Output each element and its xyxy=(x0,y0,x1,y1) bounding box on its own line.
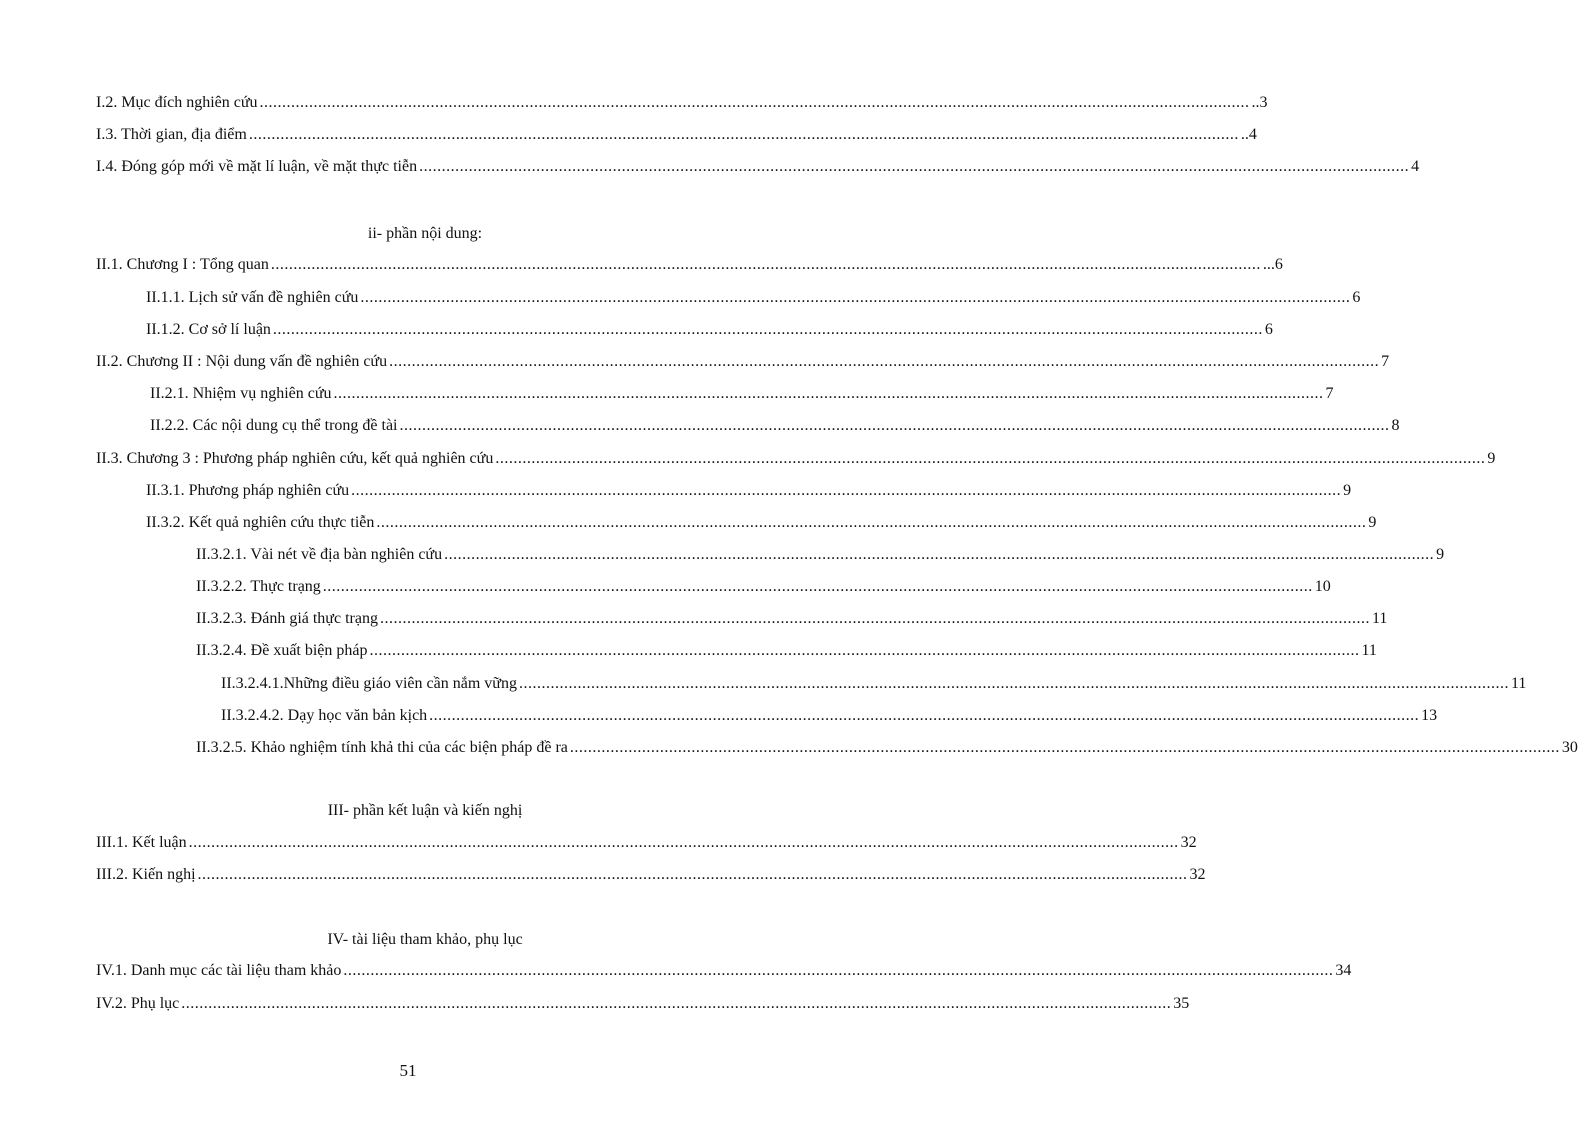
dot-leader: ............................................................................................................................................................................................................................ xyxy=(351,482,1342,499)
toc-entry-label: II.3.2.4.2. Dạy học văn bản kịch xyxy=(221,707,428,724)
toc-entry-page: 34 xyxy=(1335,962,1352,979)
toc-entry xyxy=(196,639,1377,663)
toc-entry xyxy=(146,479,1352,503)
dot-leader: ............................................................................................................................................................................................................................ xyxy=(369,642,1360,659)
toc-entry-label: II.2.2. Các nội dung cụ thể trong đề tài xyxy=(150,417,398,434)
section-heading: IV- tài liệu tham khảo, phụ lục xyxy=(327,931,523,948)
toc-entry-label: II.3.2.2. Thực trạng xyxy=(196,578,321,595)
toc-entry xyxy=(196,543,1445,567)
dot-leader: ............................................................................................................................................................................................................................ xyxy=(360,289,1351,306)
toc-entry xyxy=(96,350,1390,374)
toc-entry xyxy=(96,123,1257,147)
toc-entry xyxy=(196,575,1331,599)
toc-entry xyxy=(96,959,1352,983)
toc-entry-label: II.3.2. Kết quả nghiên cứu thực tiễn xyxy=(146,514,375,531)
dot-leader: ............................................................................................................................................................................................................................ xyxy=(181,995,1172,1012)
toc-entry xyxy=(221,672,1527,696)
toc-entry-page: 9 xyxy=(1368,514,1377,531)
toc-entry xyxy=(96,447,1496,471)
toc-entry-label: I.3. Thời gian, địa điểm xyxy=(96,126,247,143)
toc-entry-page: 7 xyxy=(1381,353,1390,370)
toc-entry xyxy=(96,992,1190,1016)
toc-entry-label: II.3. Chương 3 : Phương pháp nghiên cứu, kết quả nghiên cứu xyxy=(96,450,494,467)
section-heading: ii- phần nội dung: xyxy=(367,225,483,242)
toc-entry-label: II.3.2.5. Khảo nghiệm tính khả thi của các biện pháp đề ra xyxy=(196,739,568,756)
dot-leader: ............................................................................................................................................................................................................................ xyxy=(429,707,1420,724)
toc-entry-page: 11 xyxy=(1510,675,1527,692)
toc-entry xyxy=(221,704,1438,728)
toc-entry-page: 32 xyxy=(1189,866,1206,883)
dot-leader: ............................................................................................................................................................................................................................ xyxy=(272,321,1263,338)
toc-entry xyxy=(96,253,1283,277)
dot-leader: ............................................................................................................................................................................................................................ xyxy=(376,514,1367,531)
toc-entry-page: 10 xyxy=(1314,578,1331,595)
toc-entry xyxy=(150,414,1400,438)
toc-entry xyxy=(96,91,1268,115)
dot-leader: ............................................................................................................................................................................................................................ xyxy=(248,126,1239,143)
toc-entry-label: IV.1. Danh mục các tài liệu tham khảo xyxy=(96,962,342,979)
section-heading: III- phần kết luận và kiến nghị xyxy=(327,802,523,819)
toc-entry-label: II.1. Chương I : Tổng quan xyxy=(96,256,269,273)
dot-leader: ............................................................................................................................................................................................................................ xyxy=(270,256,1261,273)
toc-entry xyxy=(196,607,1388,631)
toc-entry-label: II.3.2.3. Đánh giá thực trạng xyxy=(196,610,378,627)
dot-leader: ............................................................................................................................................................................................................................ xyxy=(569,739,1560,756)
toc-entry-page: 32 xyxy=(1180,834,1197,851)
toc-entry-label: II.3.1. Phương pháp nghiên cứu xyxy=(146,482,350,499)
toc-entry xyxy=(96,155,1420,179)
toc-entry-page: 6 xyxy=(1264,321,1273,338)
toc-entry xyxy=(196,736,1578,760)
toc-entry-label: II.3.2.4. Đề xuất biện pháp xyxy=(196,642,368,659)
dot-leader: ............................................................................................................................................................................................................................ xyxy=(197,866,1188,883)
toc-entry-label: II.1.2. Cơ sở lí luận xyxy=(146,321,271,338)
toc-entry-page: ..3 xyxy=(1251,94,1268,111)
toc-entry-page: 9 xyxy=(1487,450,1496,467)
toc-entry xyxy=(96,863,1206,887)
toc-entry-page: 7 xyxy=(1325,385,1334,402)
toc-entry-label: II.3.2.4.1.Những điều giáo viên cần nắm vững xyxy=(221,675,517,692)
toc-entry-page: 30 xyxy=(1561,739,1578,756)
dot-leader: ............................................................................................................................................................................................................................ xyxy=(259,94,1250,111)
toc-entry-page: 11 xyxy=(1371,610,1388,627)
toc-entry xyxy=(146,286,1361,310)
dot-leader: ............................................................................................................................................................................................................................ xyxy=(322,578,1313,595)
dot-leader: ............................................................................................................................................................................................................................ xyxy=(188,834,1179,851)
toc-entry-page: 35 xyxy=(1173,995,1190,1012)
toc-entry-label: II.2.1. Nhiệm vụ nghiên cứu xyxy=(150,385,332,402)
toc-entry-page: ...6 xyxy=(1262,256,1283,273)
dot-leader: ............................................................................................................................................................................................................................ xyxy=(389,353,1380,370)
toc-entry xyxy=(96,831,1197,855)
toc-entry-page: 8 xyxy=(1391,417,1400,434)
dot-leader: ............................................................................................................................................................................................................................ xyxy=(333,385,1324,402)
toc-entry-page: 4 xyxy=(1411,158,1420,175)
dot-leader: ............................................................................................................................................................................................................................ xyxy=(343,962,1334,979)
toc-entry-label: III.2. Kiến nghị xyxy=(96,866,196,883)
dot-leader: ............................................................................................................................................................................................................................ xyxy=(495,450,1486,467)
toc-entry-label: I.4. Đóng góp mới về mặt lí luận, về mặt thực tiễn xyxy=(96,158,418,175)
toc-entry xyxy=(146,318,1273,342)
toc-entry-page: 9 xyxy=(1436,546,1445,563)
toc-entry-label: II.3.2.1. Vài nét về địa bàn nghiên cứu xyxy=(196,546,443,563)
dot-leader: ............................................................................................................................................................................................................................ xyxy=(444,546,1435,563)
toc-entry-page: 13 xyxy=(1421,707,1438,724)
dot-leader: ............................................................................................................................................................................................................................ xyxy=(419,158,1410,175)
toc-entry-page: ..4 xyxy=(1240,126,1257,143)
toc-entry-label: I.2. Mục đích nghiên cứu xyxy=(96,94,258,111)
toc-entry xyxy=(146,511,1377,535)
toc-entry-label: IV.2. Phụ lục xyxy=(96,995,180,1012)
toc-entry-page: 9 xyxy=(1343,482,1352,499)
toc-entry-label: II.2. Chương II : Nội dung vấn đề nghiên cứu xyxy=(96,353,388,370)
toc-entry xyxy=(150,382,1334,406)
toc-entry-page: 6 xyxy=(1352,289,1361,306)
dot-leader: ............................................................................................................................................................................................................................ xyxy=(399,417,1390,434)
dot-leader: ............................................................................................................................................................................................................................ xyxy=(379,610,1370,627)
dot-leader: ............................................................................................................................................................................................................................ xyxy=(518,675,1509,692)
toc-entry-label: III.1. Kết luận xyxy=(96,834,187,851)
toc-entry-label: II.1.1. Lịch sử vấn đề nghiên cứu xyxy=(146,289,359,306)
page-number: 51 xyxy=(399,1061,417,1080)
toc-entry-page: 11 xyxy=(1361,642,1377,659)
